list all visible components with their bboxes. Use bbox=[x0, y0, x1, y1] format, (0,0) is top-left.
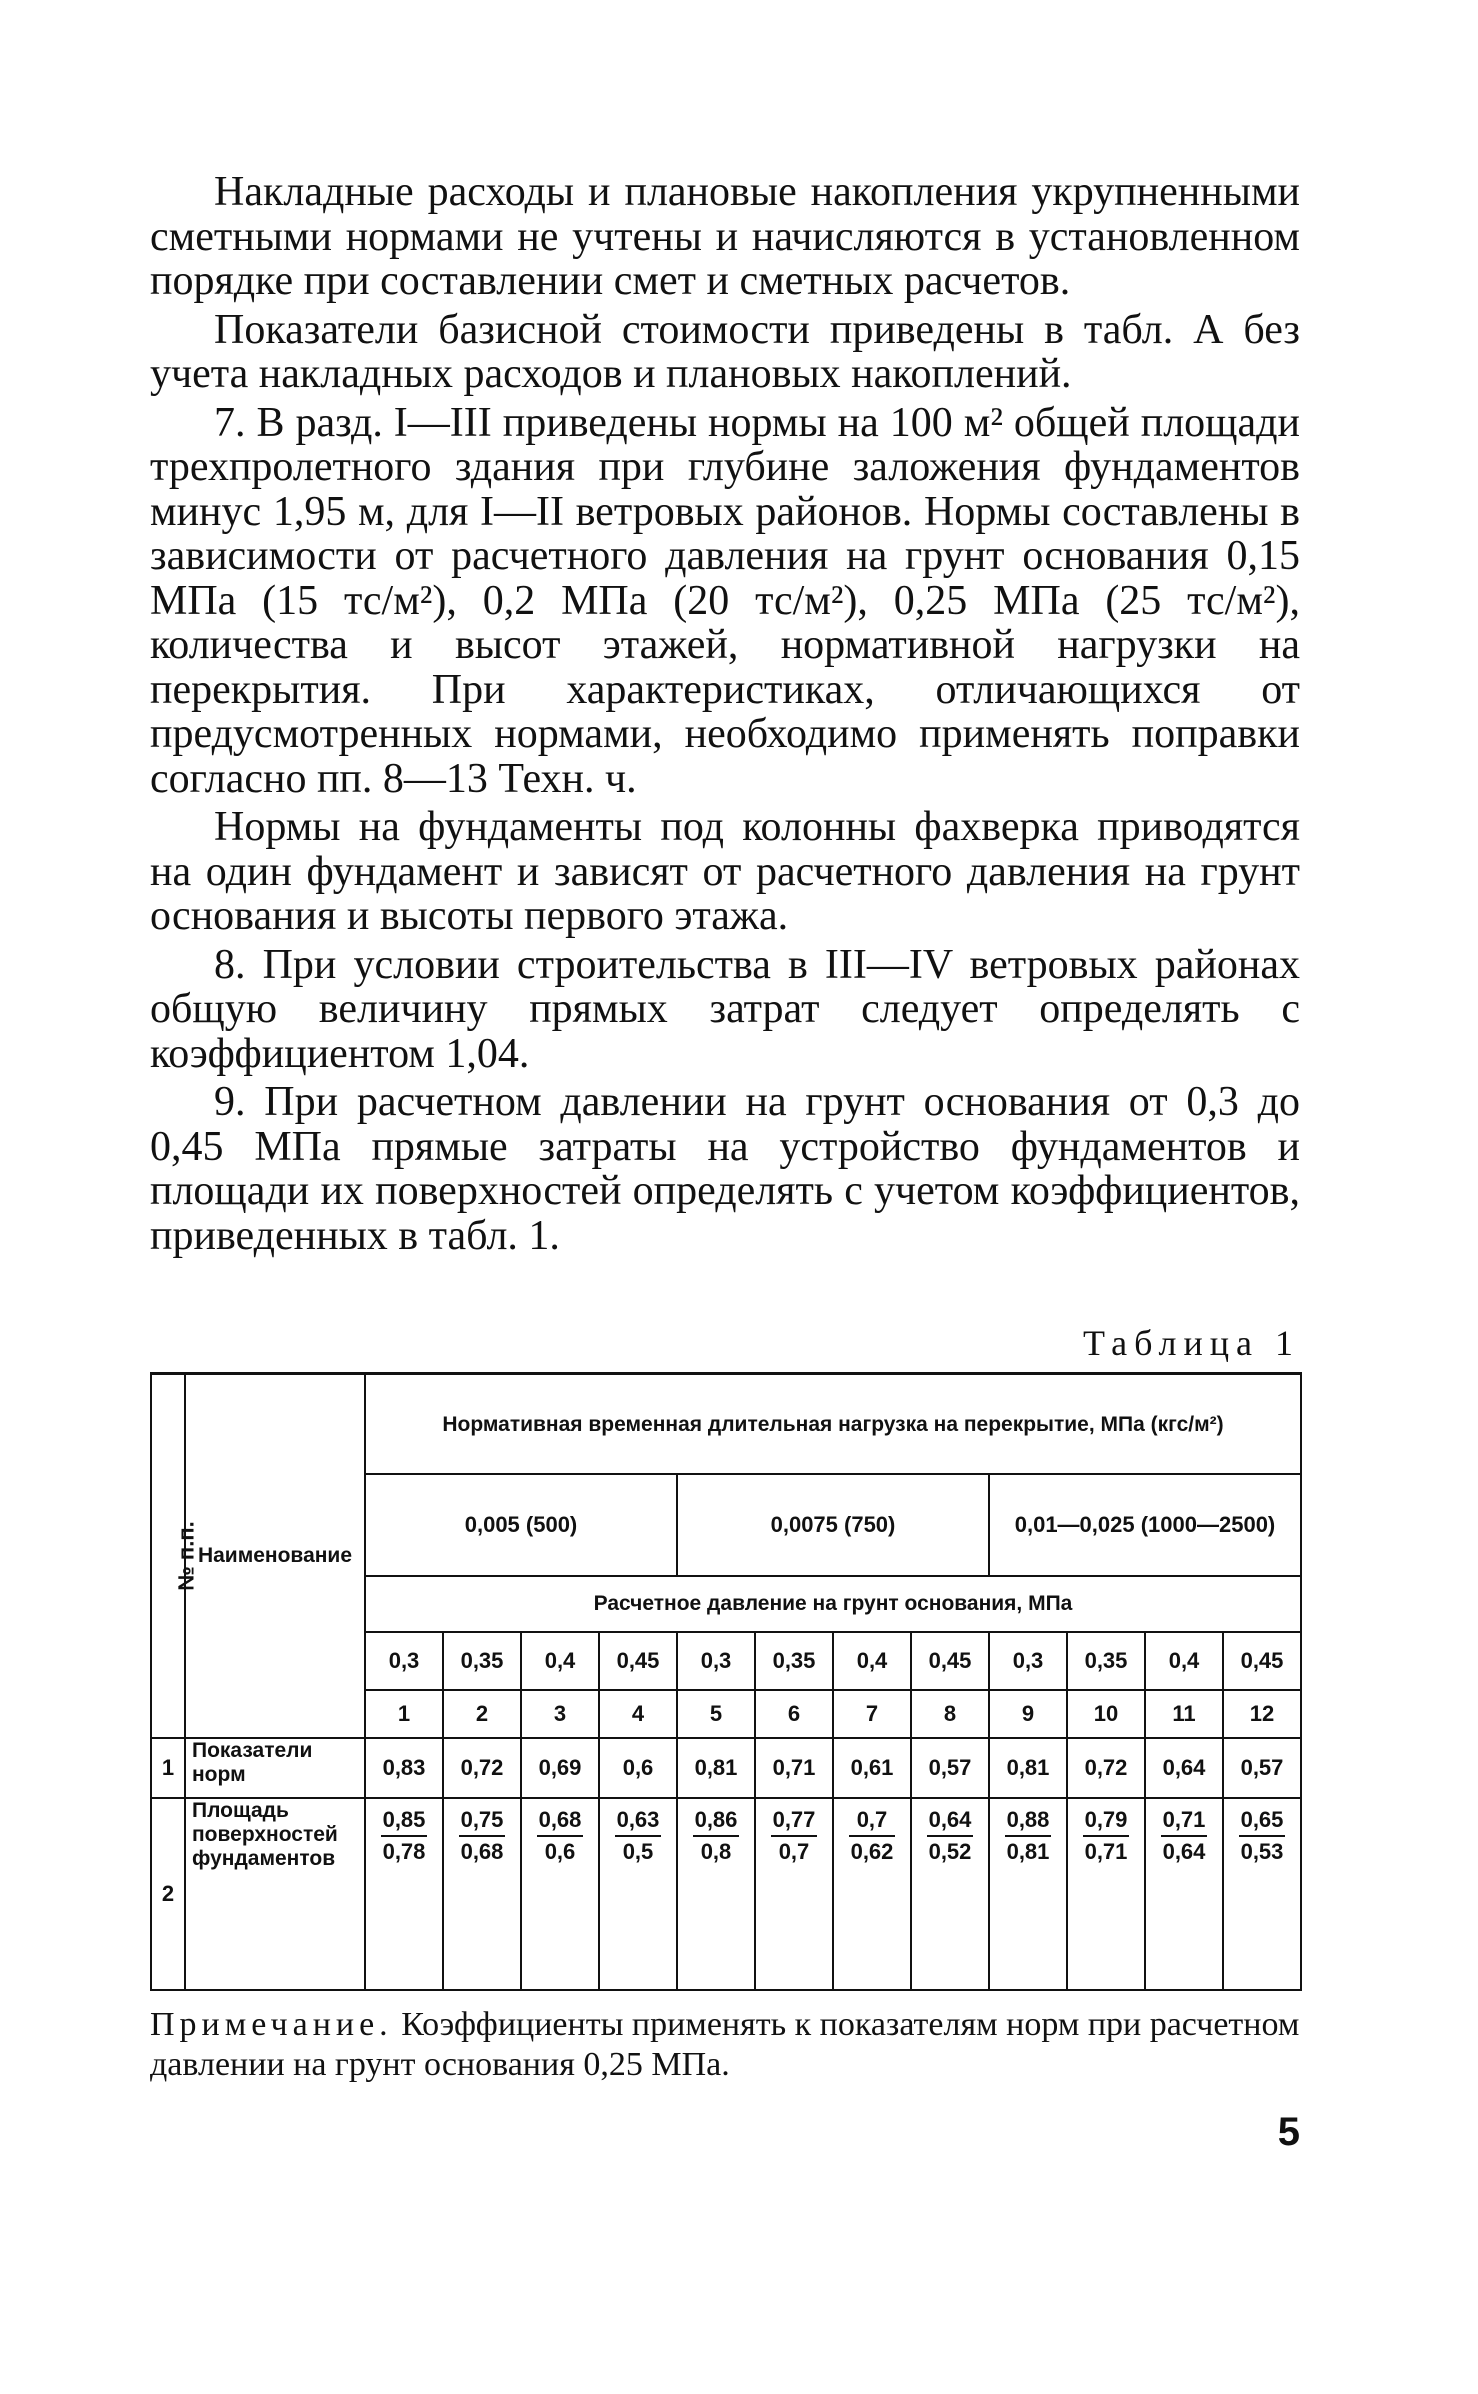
fraction bbox=[1161, 1805, 1208, 1867]
row-number: 2 bbox=[151, 1798, 185, 1990]
pressure-value: 0,35 bbox=[1067, 1632, 1145, 1690]
fraction-denominator: 0,68 bbox=[460, 1839, 504, 1864]
fraction-numerator: 0,64 bbox=[927, 1805, 974, 1837]
load-value-2: 0,0075 (750) bbox=[677, 1474, 989, 1576]
pressure-value: 0,35 bbox=[755, 1632, 833, 1690]
fraction-denominator: 0,53 bbox=[1240, 1839, 1284, 1864]
table-cell: 0,6 bbox=[599, 1738, 677, 1798]
pressure-value: 0,35 bbox=[443, 1632, 521, 1690]
table-cell: 0,57 bbox=[911, 1738, 989, 1798]
table-cell-fraction bbox=[1145, 1798, 1223, 1990]
fraction bbox=[771, 1805, 818, 1867]
coefficient-table bbox=[150, 1372, 1302, 1991]
pressure-value: 0,4 bbox=[521, 1632, 599, 1690]
fraction bbox=[615, 1805, 662, 1867]
page-number: 5 bbox=[1277, 2110, 1300, 2154]
column-number: 12 bbox=[1223, 1690, 1301, 1738]
fraction bbox=[1083, 1805, 1130, 1867]
load-header: Нормативная временная длительная нагрузка на перекрытие, МПа (кгс/м²) bbox=[365, 1374, 1301, 1475]
column-number: 1 bbox=[365, 1690, 443, 1738]
load-value-1: 0,005 (500) bbox=[365, 1474, 677, 1576]
row-name: Показатели норм bbox=[185, 1738, 365, 1798]
fraction bbox=[459, 1805, 506, 1867]
table-cell-fraction bbox=[989, 1798, 1067, 1990]
row-name: Площадь поверхностей фундаментов bbox=[185, 1798, 365, 1990]
column-number: 8 bbox=[911, 1690, 989, 1738]
column-number: 6 bbox=[755, 1690, 833, 1738]
table-cell: 0,57 bbox=[1223, 1738, 1301, 1798]
paragraph-overhead: Накладные расходы и плановые накопления укрупненными сметными нормами не учтены и начисляются в установленном порядке при составлении смет и сметных расчетов. bbox=[150, 169, 1300, 304]
table-cell: 0,72 bbox=[1067, 1738, 1145, 1798]
fraction bbox=[381, 1805, 428, 1867]
fraction-numerator: 0,75 bbox=[459, 1805, 506, 1837]
fraction-denominator: 0,6 bbox=[544, 1839, 576, 1864]
fraction-numerator: 0,86 bbox=[693, 1805, 740, 1837]
column-number: 9 bbox=[989, 1690, 1067, 1738]
pressure-value: 0,3 bbox=[365, 1632, 443, 1690]
fraction bbox=[849, 1805, 896, 1867]
fraction-denominator: 0,71 bbox=[1084, 1839, 1128, 1864]
fraction-numerator: 0,85 bbox=[381, 1805, 428, 1837]
pressure-value: 0,45 bbox=[1223, 1632, 1301, 1690]
fraction-numerator: 0,68 bbox=[537, 1805, 584, 1837]
pressure-header: Расчетное давление на грунт основания, МПа bbox=[365, 1576, 1301, 1632]
column-number: 5 bbox=[677, 1690, 755, 1738]
fraction-numerator: 0,65 bbox=[1239, 1805, 1286, 1837]
load-value-3: 0,01—0,025 (1000—2500) bbox=[989, 1474, 1301, 1576]
paragraph-fachwerk: Нормы на фундаменты под колонны фахверка приводятся на один фундамент и зависят от расчетного давления на грунт основания и высоты первого этажа. bbox=[150, 804, 1300, 939]
fraction-denominator: 0,8 bbox=[700, 1839, 732, 1864]
table-cell-fraction bbox=[1223, 1798, 1301, 1990]
column-number: 3 bbox=[521, 1690, 599, 1738]
table-cell: 0,83 bbox=[365, 1738, 443, 1798]
column-number: 2 bbox=[443, 1690, 521, 1738]
pressure-value: 0,3 bbox=[677, 1632, 755, 1690]
column-number: 4 bbox=[599, 1690, 677, 1738]
fraction-denominator: 0,52 bbox=[928, 1839, 972, 1864]
paragraph-item-9: 9. При расчетном давлении на грунт основания от 0,3 до 0,45 МПа прямые затраты на устройство фундаментов и площади их поверхностей определять с учетом коэффициентов, приведенных в табл. 1. bbox=[150, 1079, 1300, 1259]
table-cell-fraction bbox=[911, 1798, 989, 1990]
fraction-denominator: 0,62 bbox=[850, 1839, 894, 1864]
col-no-header: № п.п. bbox=[151, 1374, 185, 1739]
note-text: Коэффициенты применять к показателям норм при расчетном давлении на грунт основания 0,25 МПа. bbox=[150, 2006, 1300, 2083]
fraction bbox=[927, 1805, 974, 1867]
table-cell: 0,69 bbox=[521, 1738, 599, 1798]
coefficient-table-wrap bbox=[150, 1372, 1302, 2394]
table-cell-fraction bbox=[677, 1798, 755, 1990]
table-cell-fraction bbox=[521, 1798, 599, 1990]
table-caption: Таблица 1 bbox=[1083, 1323, 1300, 1363]
fraction-denominator: 0,64 bbox=[1162, 1839, 1206, 1864]
column-number: 11 bbox=[1145, 1690, 1223, 1738]
fraction-numerator: 0,88 bbox=[1005, 1805, 1052, 1837]
fraction-denominator: 0,7 bbox=[778, 1839, 810, 1864]
table-note bbox=[150, 2005, 1300, 2085]
table-cell: 0,61 bbox=[833, 1738, 911, 1798]
fraction-numerator: 0,63 bbox=[615, 1805, 662, 1837]
paragraph-item-7: 7. В разд. I—III приведены нормы на 100 м² общей площади трехпролетного здания при глубине заложения фундаментов минус 1,95 м, для I—II ветровых районов. Нормы составлены в зависимости от расчетного давления на грунт основания 0,15 МПа (15 тс/м²), 0,2 МПа (20 тс/м²), 0,25 МПа (25 тс/м²), количества и высот этажей, нормативной нагрузки на перекрытия. При характеристиках, отличающихся от предусмотренных нормами, необходимо применять поправки согласно пп. 8—13 Техн. ч. bbox=[150, 399, 1300, 802]
paragraph-item-8: 8. При условии строительства в III—IV ветровых районах общую величину прямых затрат следует определять с коэффициентом 1,04. bbox=[150, 941, 1300, 1077]
fraction-denominator: 0,5 bbox=[622, 1839, 654, 1864]
fraction-denominator: 0,78 bbox=[382, 1839, 426, 1864]
fraction-numerator: 0,7 bbox=[849, 1805, 896, 1837]
column-number: 10 bbox=[1067, 1690, 1145, 1738]
pressure-value: 0,45 bbox=[599, 1632, 677, 1690]
fraction-denominator: 0,81 bbox=[1006, 1839, 1050, 1864]
table-cell: 0,81 bbox=[677, 1738, 755, 1798]
pressure-value: 0,45 bbox=[911, 1632, 989, 1690]
fraction bbox=[693, 1805, 740, 1867]
paragraph-base-cost: Показатели базисной стоимости приведены в табл. А без учета накладных расходов и плановых накоплений. bbox=[150, 306, 1300, 397]
table-cell: 0,71 bbox=[755, 1738, 833, 1798]
body-text bbox=[150, 170, 1300, 1262]
table-cell-fraction bbox=[1067, 1798, 1145, 1990]
table-cell: 0,64 bbox=[1145, 1738, 1223, 1798]
table-cell-fraction bbox=[755, 1798, 833, 1990]
fraction bbox=[1239, 1805, 1286, 1867]
table-cell: 0,81 bbox=[989, 1738, 1067, 1798]
fraction bbox=[537, 1805, 584, 1867]
column-number: 7 bbox=[833, 1690, 911, 1738]
table-cell-fraction bbox=[833, 1798, 911, 1990]
fraction-numerator: 0,77 bbox=[771, 1805, 818, 1837]
row-number: 1 bbox=[151, 1738, 185, 1798]
col-name-header: Наименование bbox=[185, 1374, 365, 1739]
note-label: Примечание. bbox=[150, 2006, 393, 2043]
table-cell-fraction bbox=[443, 1798, 521, 1990]
pressure-value: 0,4 bbox=[833, 1632, 911, 1690]
pressure-value: 0,4 bbox=[1145, 1632, 1223, 1690]
fraction-numerator: 0,71 bbox=[1161, 1805, 1208, 1837]
table-cell-fraction bbox=[365, 1798, 443, 1990]
pressure-value: 0,3 bbox=[989, 1632, 1067, 1690]
fraction-numerator: 0,79 bbox=[1083, 1805, 1130, 1837]
table-cell: 0,72 bbox=[443, 1738, 521, 1798]
fraction bbox=[1005, 1805, 1052, 1867]
table-cell-fraction bbox=[599, 1798, 677, 1990]
